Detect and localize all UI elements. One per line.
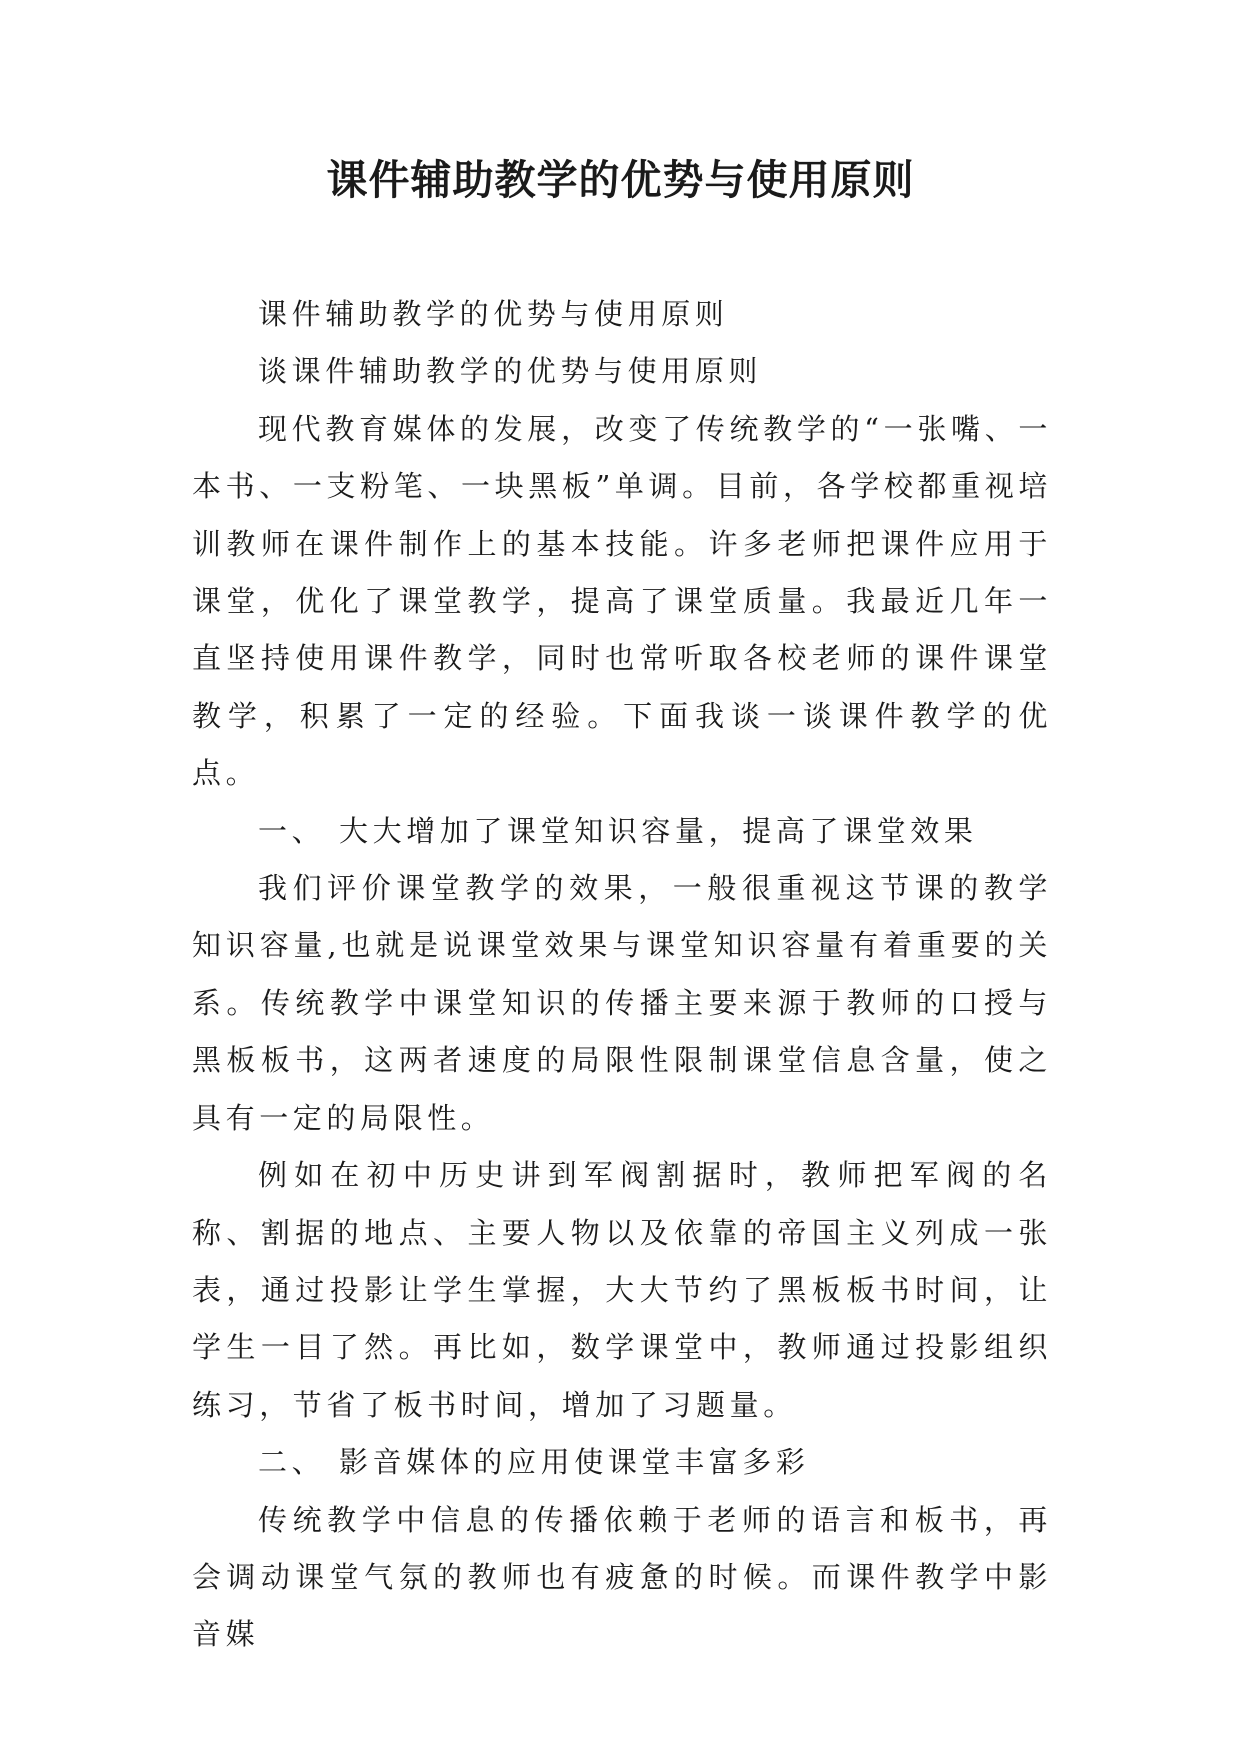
paragraph-example: 例如在初中历史讲到军阀割据时，教师把军阀的名称、割据的地点、主要人物以及依靠的帝国主义列成一张表，通过投影让学生掌握，大大节约了黑板板书时间，让学生一目了然。再比如，数学课堂中，教师通过投影组织练习，节省了板书时间，增加了习题量。 [192,1158,1052,1422]
section-heading-2: 二、 影音媒体的应用使课堂丰富多彩 [258,1445,810,1480]
paragraph-media: 传统教学中信息的传播依赖于老师的语言和板书，再会调动课堂气氛的教师也有疲惫的时候。而课件教学中影音媒 [192,1502,1052,1652]
document-body [192,286,1052,1664]
paragraph-knowledge-capacity: 我们评价课堂教学的效果，一般很重视这节课的教学知识容量,也就是说课堂效果与课堂知识容量有着重要的关系。传统教学中课堂知识的传播主要来源于教师的口授与黑板板书，这两者速度的局限性限制课堂信息含量，使之具有一定的局限性。 [192,871,1052,1135]
document-title: 课件辅助教学的优势与使用原则 [326,156,915,204]
section-heading-1: 一、 大大增加了课堂知识容量，提高了课堂效果 [258,813,978,848]
paragraph-subtitle-1: 课件辅助教学的优势与使用原则 [258,297,729,331]
paragraph-subtitle-2: 谈课件辅助教学的优势与使用原则 [258,354,763,389]
paragraph-intro: 现代教育媒体的发展，改变了传统教学的“一张嘴、一本书、一支粉笔、一块黑板”单调。目前，各学校都重视培训教师在课件制作上的基本技能。许多老师把课件应用于课堂，优化了课堂教学，提高了课堂质量。我最近几年一直坚持使用课件教学，同时也常听取各校老师的课件课堂教学，积累了一定的经验。下面我谈一谈课件教学的优点。 [192,411,1052,791]
